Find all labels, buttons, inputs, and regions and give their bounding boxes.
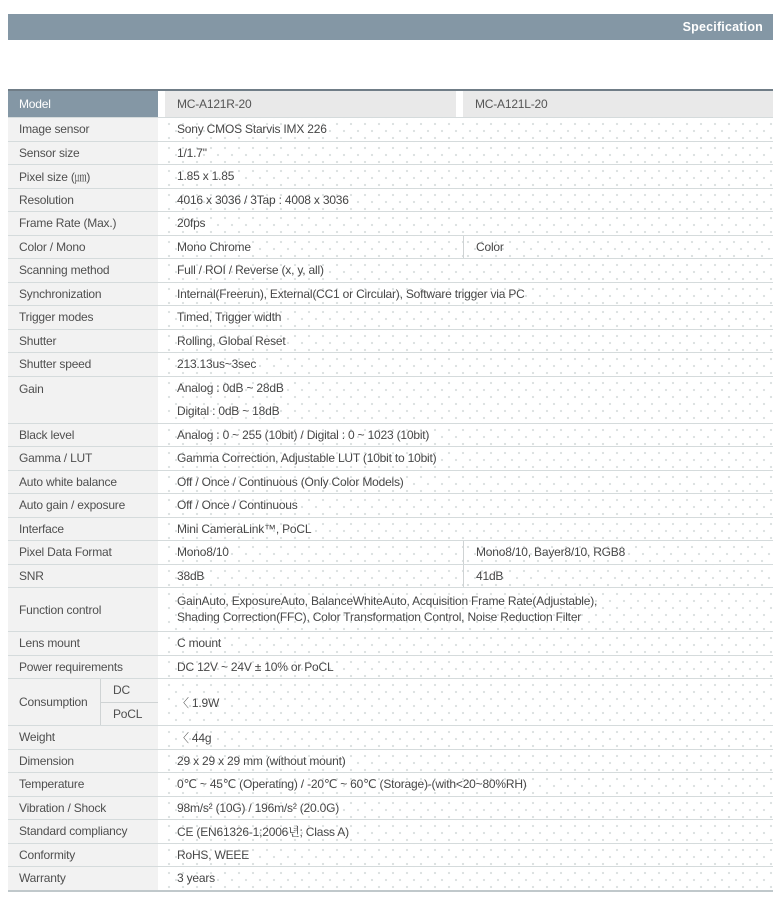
table-row bbox=[8, 726, 773, 750]
specification-header-bar bbox=[8, 14, 773, 40]
table-row bbox=[8, 820, 773, 844]
row-label-group bbox=[8, 679, 158, 725]
row-value: Mini CameraLink™, PoCL bbox=[165, 518, 773, 541]
row-value: 29 x 29 x 29 mm (without mount) bbox=[165, 750, 773, 773]
row-value: 1/1.7" bbox=[165, 142, 773, 165]
row-value: Timed, Trigger width bbox=[165, 306, 773, 329]
table-row bbox=[8, 306, 773, 330]
table-row bbox=[8, 353, 773, 377]
row-value: 4016 x 3036 / 3Tap : 4008 x 3036 bbox=[165, 189, 773, 212]
row-value: Sony CMOS Starvis IMX 226 bbox=[165, 118, 773, 141]
row-label: Black level bbox=[8, 424, 158, 447]
table-row bbox=[8, 471, 773, 495]
row-value-left: Mono Chrome bbox=[165, 236, 463, 259]
row-value: 213.13us~3sec bbox=[165, 353, 773, 376]
row-value bbox=[165, 588, 773, 631]
table-row bbox=[8, 750, 773, 774]
row-label: Sensor size bbox=[8, 142, 158, 165]
table-row bbox=[8, 867, 773, 890]
row-label: Shutter speed bbox=[8, 353, 158, 376]
table-row bbox=[8, 494, 773, 518]
row-label: Conformity bbox=[8, 844, 158, 867]
row-value: CE (EN61326-1;2006년; Class A) bbox=[165, 820, 773, 843]
row-value: Full / ROI / Reverse (x, y, all) bbox=[165, 259, 773, 282]
table-row-consumption bbox=[8, 679, 773, 726]
row-label: Scanning method bbox=[8, 259, 158, 282]
row-label: Standard compliancy bbox=[8, 820, 158, 843]
row-label: Interface bbox=[8, 518, 158, 541]
row-value-left: 38dB bbox=[165, 565, 463, 588]
table-row bbox=[8, 424, 773, 448]
row-label: SNR bbox=[8, 565, 158, 588]
row-value: Off / Once / Continuous (Only Color Models) bbox=[165, 471, 773, 494]
row-label: Pixel size (㎛) bbox=[8, 165, 158, 188]
row-sublabel: PoCL bbox=[113, 706, 143, 721]
table-row bbox=[8, 212, 773, 236]
row-value: RoHS, WEEE bbox=[165, 844, 773, 867]
row-label: Shutter bbox=[8, 330, 158, 353]
row-label: Auto white balance bbox=[8, 471, 158, 494]
row-label: Pixel Data Format bbox=[8, 541, 158, 564]
row-value: 20fps bbox=[165, 212, 773, 235]
table-body bbox=[8, 118, 773, 890]
specification-table bbox=[8, 89, 773, 892]
row-value: 0℃ ~ 45℃ (Operating) / -20℃ ~ 60℃ (Storage)-(with<20~80%RH) bbox=[165, 773, 773, 796]
model-name-right: MC-A121L-20 bbox=[463, 91, 773, 117]
row-value: DC 12V ~ 24V ± 10% or PoCL bbox=[165, 656, 773, 679]
page-title: Specification bbox=[682, 20, 763, 34]
table-row bbox=[8, 656, 773, 680]
row-label: Auto gain / exposure bbox=[8, 494, 158, 517]
row-value: 〈 1.9W bbox=[165, 679, 773, 725]
table-header-row bbox=[8, 91, 773, 118]
row-value: Rolling, Global Reset bbox=[165, 330, 773, 353]
row-label: Gain bbox=[8, 377, 158, 423]
row-label: Weight bbox=[8, 726, 158, 749]
row-value-right: 41dB bbox=[463, 565, 773, 588]
model-header-cell: Model bbox=[8, 91, 158, 117]
row-value-left: Mono8/10 bbox=[165, 541, 463, 564]
row-value: 3 years bbox=[165, 867, 773, 890]
table-row bbox=[8, 118, 773, 142]
table-row bbox=[8, 447, 773, 471]
row-value: 〈 44g bbox=[165, 726, 773, 749]
row-label: Synchronization bbox=[8, 283, 158, 306]
spec-page bbox=[8, 14, 773, 892]
table-row bbox=[8, 165, 773, 189]
row-sublabels bbox=[100, 679, 158, 725]
row-label: Warranty bbox=[8, 867, 158, 890]
row-label: Frame Rate (Max.) bbox=[8, 212, 158, 235]
table-row-split bbox=[8, 565, 773, 589]
row-label: Temperature bbox=[8, 773, 158, 796]
row-value: 98m/s² (10G) / 196m/s² (20.0G) bbox=[165, 797, 773, 820]
row-label: Resolution bbox=[8, 189, 158, 212]
row-label: Color / Mono bbox=[8, 236, 158, 259]
table-row bbox=[8, 797, 773, 821]
row-value: Analog : 0 ~ 255 (10bit) / Digital : 0 ~ 1023 (10bit) bbox=[165, 424, 773, 447]
table-row bbox=[8, 259, 773, 283]
row-value: Off / Once / Continuous bbox=[165, 494, 773, 517]
value-line: Digital : 0dB ~ 18dB bbox=[177, 404, 280, 418]
row-value-right: Mono8/10, Bayer8/10, RGB8 bbox=[463, 541, 773, 564]
row-label: Power requirements bbox=[8, 656, 158, 679]
row-value-right: Color bbox=[463, 236, 773, 259]
row-value: Gamma Correction, Adjustable LUT (10bit to 10bit) bbox=[165, 447, 773, 470]
row-value bbox=[165, 377, 773, 423]
table-row bbox=[8, 189, 773, 213]
table-row-split bbox=[8, 236, 773, 260]
value-line: GainAuto, ExposureAuto, BalanceWhiteAuto, Acquisition Frame Rate(Adjustable), bbox=[177, 594, 598, 608]
row-value: Internal(Freerun), External(CC1 or Circular), Software trigger via PC bbox=[165, 283, 773, 306]
row-value: 1.85 x 1.85 bbox=[165, 165, 773, 188]
table-row bbox=[8, 844, 773, 868]
model-name-left: MC-A121R-20 bbox=[165, 91, 456, 117]
table-row bbox=[8, 330, 773, 354]
row-label: Dimension bbox=[8, 750, 158, 773]
row-label: Vibration / Shock bbox=[8, 797, 158, 820]
value-line: Analog : 0dB ~ 28dB bbox=[177, 381, 284, 395]
table-row-multiline bbox=[8, 588, 773, 632]
row-label: Function control bbox=[8, 588, 158, 631]
table-row bbox=[8, 518, 773, 542]
row-label: Lens mount bbox=[8, 632, 158, 655]
table-row bbox=[8, 773, 773, 797]
value-line: Shading Correction(FFC), Color Transformation Control, Noise Reduction Filter bbox=[177, 610, 582, 624]
table-row-split bbox=[8, 541, 773, 565]
table-row bbox=[8, 632, 773, 656]
table-row bbox=[8, 283, 773, 307]
table-row bbox=[8, 142, 773, 166]
row-label: Trigger modes bbox=[8, 306, 158, 329]
row-value: C mount bbox=[165, 632, 773, 655]
row-label: Gamma / LUT bbox=[8, 447, 158, 470]
row-sublabel: DC bbox=[101, 679, 158, 703]
table-row-multiline bbox=[8, 377, 773, 424]
row-label: Image sensor bbox=[8, 118, 158, 141]
row-label: Consumption bbox=[19, 695, 88, 709]
